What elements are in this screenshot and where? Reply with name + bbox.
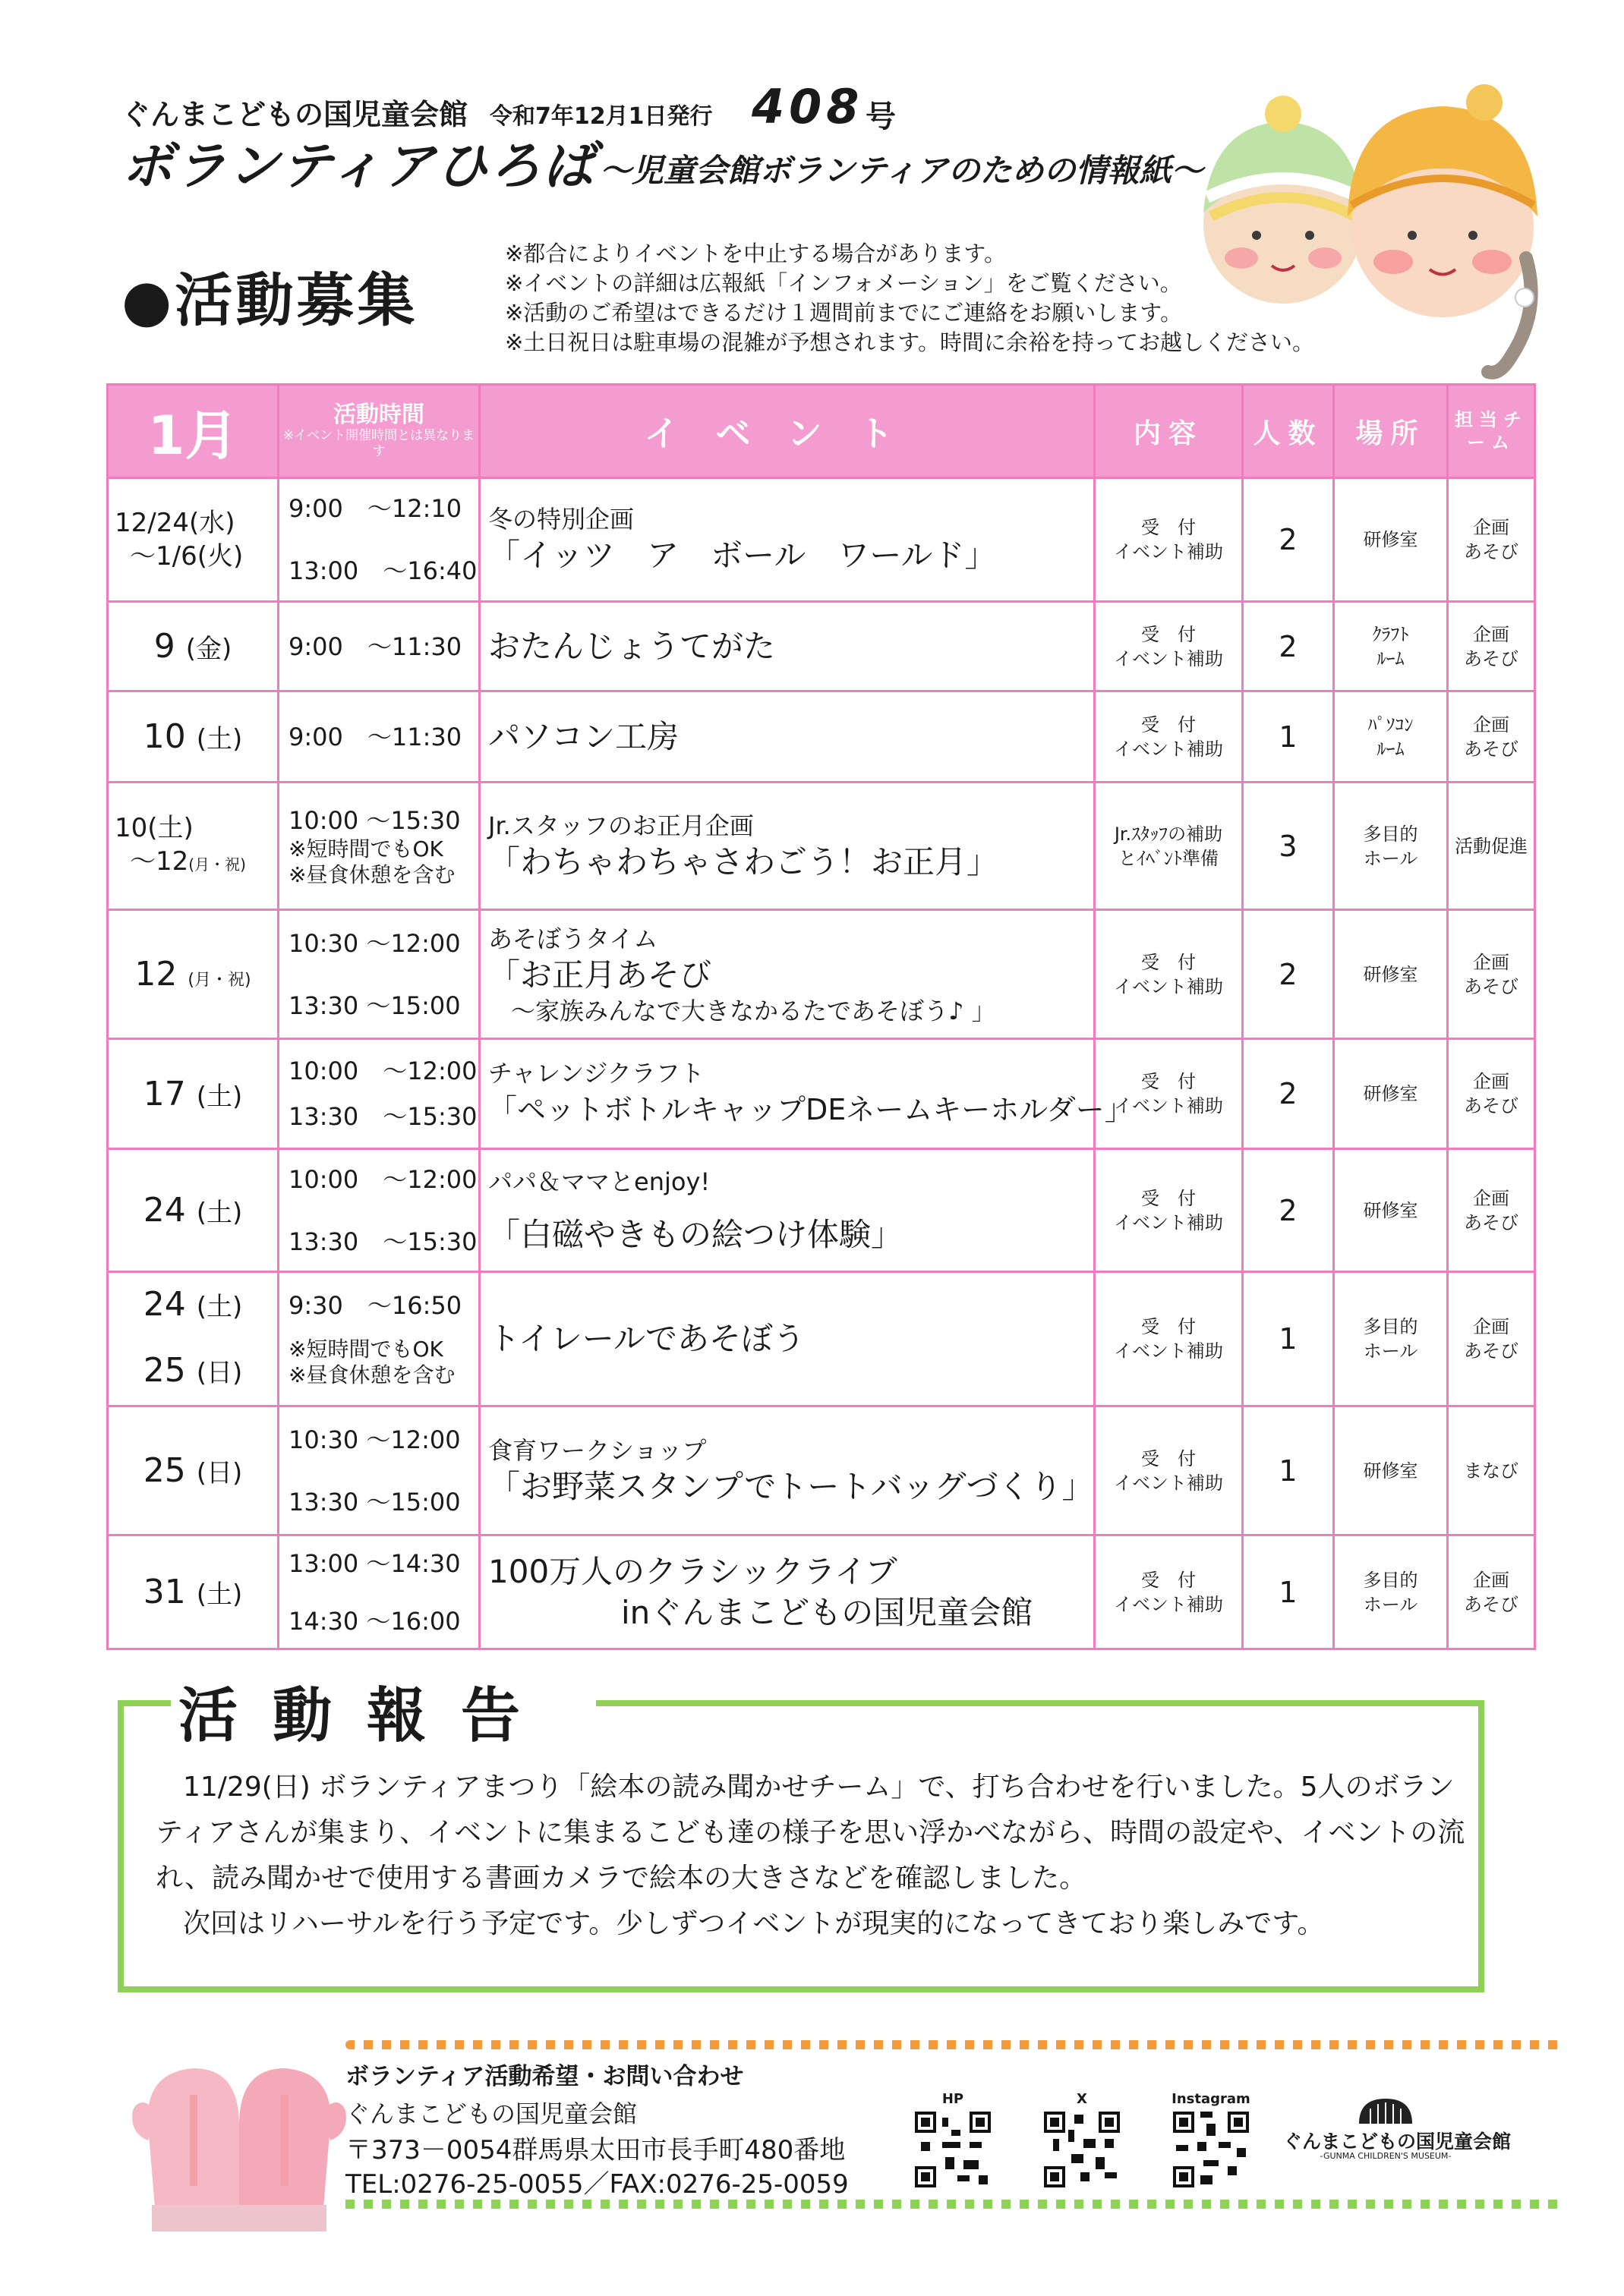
content-line: イベント補助 bbox=[1114, 1211, 1223, 1233]
content-line: 受 付 bbox=[1141, 1316, 1196, 1337]
team-line: 企画 bbox=[1473, 1187, 1509, 1209]
event-detail: ～家族みんなで大きなかるたであそぼう♪ 」 bbox=[511, 996, 996, 1025]
time-cell bbox=[279, 1039, 480, 1149]
content-line: とｲﾍﾞﾝﾄ準備 bbox=[1118, 847, 1219, 869]
content-line: 受 付 bbox=[1141, 623, 1196, 645]
time-note: ※短時間でもOK bbox=[289, 1337, 443, 1362]
place-line: 多目的 bbox=[1363, 1316, 1418, 1337]
team-cell bbox=[1448, 602, 1535, 691]
date-end: ～12 bbox=[130, 846, 189, 877]
date-cell bbox=[108, 478, 279, 602]
content-line: 受 付 bbox=[1141, 1071, 1196, 1092]
table-row bbox=[108, 691, 1535, 783]
place-cell bbox=[1334, 1535, 1448, 1649]
time-slot: 9:00 ～11:30 bbox=[289, 631, 462, 661]
event-title: トイレールであそぼう bbox=[488, 1320, 806, 1357]
footer-address: 〒373－0054群馬県太田市長手町480番地 bbox=[345, 2135, 846, 2165]
team-cell bbox=[1448, 910, 1535, 1039]
team-cell bbox=[1448, 478, 1535, 602]
place-line: 研修室 bbox=[1363, 963, 1418, 985]
time-slot: 13:00 ～16:40 bbox=[289, 556, 478, 585]
team-line: 企画 bbox=[1473, 951, 1509, 973]
header-content: 内容 bbox=[1095, 385, 1243, 478]
date-day: 31 bbox=[143, 1573, 186, 1611]
header-place: 場所 bbox=[1334, 385, 1448, 478]
count-cell: 2 bbox=[1243, 910, 1334, 1039]
time-slot: 10:30 ～12:00 bbox=[289, 928, 461, 958]
time-slot: 14:30 ～16:00 bbox=[289, 1606, 461, 1636]
content-line: イベント補助 bbox=[1114, 738, 1223, 760]
team-line: あそび bbox=[1464, 647, 1518, 669]
count-cell: 1 bbox=[1243, 691, 1334, 783]
place-line: 多目的 bbox=[1363, 823, 1418, 845]
event-title: 「お正月あそび bbox=[488, 956, 712, 994]
event-title: パソコン工房 bbox=[488, 717, 680, 755]
date-start: 12/24(水) bbox=[115, 508, 235, 538]
team-line: 活動促進 bbox=[1455, 835, 1528, 857]
time-cell bbox=[279, 1535, 480, 1649]
time-slot: 13:00 ～14:30 bbox=[289, 1548, 461, 1578]
date-weekday: (土) bbox=[196, 724, 243, 754]
paper-title: ボランティアひろば bbox=[121, 137, 596, 197]
place-cell bbox=[1334, 602, 1448, 691]
time-cell bbox=[279, 478, 480, 602]
content-line: イベント補助 bbox=[1114, 541, 1223, 562]
time-cell bbox=[279, 783, 480, 910]
table-row bbox=[108, 602, 1535, 691]
event-title: おたんじょうてがた bbox=[488, 627, 776, 665]
place-line: ﾙｰﾑ bbox=[1376, 647, 1405, 669]
date-cell bbox=[108, 1535, 279, 1649]
date-day: 24 bbox=[143, 1285, 186, 1324]
place-line: ホール bbox=[1363, 1593, 1418, 1615]
event-title: 「ペットボトルキャップDEネームキーホルダー」 bbox=[488, 1093, 1134, 1126]
team-line: 企画 bbox=[1473, 623, 1509, 645]
place-cell bbox=[1334, 1149, 1448, 1272]
content-cell bbox=[1095, 1149, 1243, 1272]
table-row bbox=[108, 478, 1535, 602]
x-qr-code-icon[interactable] bbox=[1044, 2112, 1120, 2187]
date-cell bbox=[108, 691, 279, 783]
team-line: あそび bbox=[1464, 1211, 1518, 1233]
team-line: 企画 bbox=[1473, 713, 1509, 735]
museum-logo-text: ぐんまこどもの国児童会館 bbox=[1283, 2131, 1512, 2153]
team-line: 企画 bbox=[1473, 1316, 1509, 1337]
date-day: 17 bbox=[143, 1074, 186, 1113]
colorful-dots-bottom bbox=[345, 2200, 1560, 2209]
header-count: 人数 bbox=[1243, 385, 1334, 478]
place-line: ｸﾗﾌﾄ bbox=[1372, 623, 1409, 645]
time-slot: 9:30 ～16:50 bbox=[289, 1291, 462, 1320]
date-weekday: (土) bbox=[196, 1292, 243, 1322]
hp-qr-code-icon[interactable] bbox=[915, 2112, 991, 2187]
place-cell bbox=[1334, 783, 1448, 910]
team-line: まなび bbox=[1464, 1460, 1518, 1482]
place-line: 研修室 bbox=[1363, 1199, 1418, 1221]
date-day: 12 bbox=[134, 955, 178, 994]
date-weekday: (月・祝) bbox=[188, 971, 251, 990]
team-cell bbox=[1448, 783, 1535, 910]
team-line: あそび bbox=[1464, 1340, 1518, 1362]
time-slot: 10:30 ～12:00 bbox=[289, 1425, 461, 1454]
event-title: 「わちゃわちゃさわごう！お正月」 bbox=[488, 842, 999, 880]
content-cell bbox=[1095, 602, 1243, 691]
event-cell bbox=[480, 478, 1095, 602]
event-cell bbox=[480, 1149, 1095, 1272]
date-cell bbox=[108, 1039, 279, 1149]
date-weekday: (土) bbox=[196, 1198, 243, 1228]
museum-dome-icon bbox=[1355, 2095, 1416, 2125]
event-cell bbox=[480, 910, 1095, 1039]
place-line: ホール bbox=[1363, 847, 1418, 869]
date-cell bbox=[108, 910, 279, 1039]
content-cell bbox=[1095, 1272, 1243, 1406]
event-category: 食育ワークショップ bbox=[488, 1435, 707, 1465]
team-cell bbox=[1448, 1272, 1535, 1406]
qr-label-instagram: Instagram bbox=[1171, 2091, 1250, 2107]
event-title: 「イッツ ア ボール ワールド」 bbox=[488, 537, 997, 574]
schedule-table bbox=[106, 383, 1536, 1650]
date-cell bbox=[108, 1149, 279, 1272]
time-slot: 13:30 ～15:30 bbox=[289, 1227, 478, 1256]
time-slot: 13:30 ～15:00 bbox=[289, 1487, 461, 1516]
team-cell bbox=[1448, 1535, 1535, 1649]
qr-label-hp: HP bbox=[941, 2091, 964, 2107]
instagram-qr-code-icon[interactable] bbox=[1173, 2112, 1249, 2187]
time-slot: 10:00 ～12:00 bbox=[289, 1057, 478, 1085]
team-line: あそび bbox=[1464, 738, 1518, 760]
content-line: イベント補助 bbox=[1114, 1593, 1223, 1615]
place-line: ﾊﾟｿｺﾝ bbox=[1367, 713, 1414, 735]
count-cell: 3 bbox=[1243, 783, 1334, 910]
museum-logo-en: -GUNMA CHILDREN'S MUSEUM- bbox=[1320, 2151, 1452, 2161]
time-cell bbox=[279, 1406, 480, 1535]
museum-logo bbox=[1283, 2095, 1512, 2178]
time-slot: 13:30 ～15:30 bbox=[289, 1102, 478, 1131]
note-line: ※イベントの詳細は広報紙「インフォメーション」をご覧ください。 bbox=[505, 270, 1182, 296]
event-category: あそぼうタイム bbox=[488, 924, 658, 953]
team-line: 企画 bbox=[1473, 517, 1509, 538]
footer-heading: ボランティア活動希望・お問い合わせ bbox=[345, 2063, 744, 2090]
table-row bbox=[108, 910, 1535, 1039]
content-line: Jr.ｽﾀｯﾌの補助 bbox=[1114, 823, 1223, 845]
table-row bbox=[108, 1039, 1535, 1149]
count-cell: 1 bbox=[1243, 1406, 1334, 1535]
team-line: あそび bbox=[1464, 1593, 1518, 1615]
date-weekday: (土) bbox=[196, 1579, 243, 1610]
event-category: 冬の特別企画 bbox=[488, 505, 635, 534]
content-line: イベント補助 bbox=[1114, 975, 1223, 997]
team-line: あそび bbox=[1464, 1095, 1518, 1117]
place-cell bbox=[1334, 910, 1448, 1039]
count-cell: 2 bbox=[1243, 602, 1334, 691]
date-cell bbox=[108, 1406, 279, 1535]
date-weekday: (金) bbox=[185, 634, 232, 664]
event-cell bbox=[480, 783, 1095, 910]
report-paragraph: 次回はリハーサルを行う予定です。少しずつイベントが現実的になってきており楽しみです。 bbox=[183, 1908, 1325, 1939]
place-cell bbox=[1334, 1039, 1448, 1149]
report-paragraph: 11/29(日) ボランティアまつり「絵本の読み聞かせチーム」で、打ち合わせを行いました。5人のボランティアさんが集まり、イベントに集まるこども達の様子を思い浮かべながら、時間の設定や、イベントの流れ、読み聞かせで使用する書画カメラで絵本の大きさなどを確認しました。 bbox=[156, 1772, 1465, 1894]
content-line: イベント補助 bbox=[1114, 1472, 1223, 1494]
content-cell bbox=[1095, 691, 1243, 783]
mittens-illustration bbox=[125, 2034, 353, 2247]
time-cell bbox=[279, 691, 480, 783]
time-cell bbox=[279, 1149, 480, 1272]
table-header-row bbox=[108, 385, 1535, 478]
date-end: ～1/6(火) bbox=[130, 541, 244, 572]
content-cell bbox=[1095, 478, 1243, 602]
place-line: 研修室 bbox=[1363, 529, 1418, 550]
event-cell bbox=[480, 602, 1095, 691]
time-cell bbox=[279, 1272, 480, 1406]
report-body bbox=[156, 1765, 1477, 1947]
count-cell: 2 bbox=[1243, 478, 1334, 602]
time-slot: 9:00 ～11:30 bbox=[289, 722, 462, 751]
date-weekday: (土) bbox=[196, 1081, 243, 1112]
date-day: 25 bbox=[143, 1451, 186, 1490]
event-cell bbox=[480, 1406, 1095, 1535]
team-line: あそび bbox=[1464, 975, 1518, 997]
table-row bbox=[108, 1406, 1535, 1535]
content-cell bbox=[1095, 1535, 1243, 1649]
colorful-dots-top bbox=[345, 2040, 1560, 2049]
content-line: 受 付 bbox=[1141, 1187, 1196, 1209]
event-title-line2: inぐんまこどもの国児童会館 bbox=[621, 1593, 1033, 1631]
table-row bbox=[108, 1535, 1535, 1649]
report-title: 活動報告 bbox=[178, 1682, 556, 1750]
date-start: 10(土) bbox=[115, 812, 194, 843]
organization-name: ぐんまこどもの国児童会館 bbox=[121, 98, 468, 131]
time-cell bbox=[279, 910, 480, 1039]
note-line: ※土日祝日は駐車場の混雑が予想されます。時間に余裕を持ってお越しください。 bbox=[505, 329, 1314, 355]
count-cell: 1 bbox=[1243, 1535, 1334, 1649]
place-cell bbox=[1334, 691, 1448, 783]
issue-number-suffix: 号 bbox=[866, 99, 896, 134]
content-line: 受 付 bbox=[1141, 1447, 1196, 1469]
content-line: イベント補助 bbox=[1114, 1340, 1223, 1362]
date-weekday: (日) bbox=[196, 1358, 243, 1388]
event-category: チャレンジクラフト bbox=[488, 1059, 705, 1088]
content-cell bbox=[1095, 1406, 1243, 1535]
content-line: 受 付 bbox=[1141, 517, 1196, 538]
header-time bbox=[279, 385, 480, 478]
event-cell bbox=[480, 1272, 1095, 1406]
date-end-weekday: (月・祝) bbox=[188, 855, 246, 874]
header-time-note: ※イベント開催時間とは異なります bbox=[282, 428, 475, 459]
time-slot: 9:00 ～12:10 bbox=[289, 494, 462, 523]
header-time-label: 活動時間 bbox=[333, 402, 424, 428]
place-line: ホール bbox=[1363, 1340, 1418, 1362]
place-line: 多目的 bbox=[1363, 1569, 1418, 1591]
event-title: 100万人のクラシックライブ bbox=[488, 1552, 897, 1590]
recruit-notes bbox=[505, 239, 1314, 357]
header-month: 1月 bbox=[108, 385, 279, 478]
place-line: 研修室 bbox=[1363, 1083, 1418, 1104]
content-cell bbox=[1095, 1039, 1243, 1149]
place-cell bbox=[1334, 478, 1448, 602]
note-line: ※活動のご希望はできるだけ１週間前までにご連絡をお願いします。 bbox=[505, 300, 1182, 326]
date-cell bbox=[108, 1272, 279, 1406]
header-event: イベント bbox=[480, 385, 1095, 478]
time-slot: 10:00 ～12:00 bbox=[289, 1164, 478, 1194]
issue-date: 令和7年12月1日発行 bbox=[490, 103, 713, 130]
content-line: 受 付 bbox=[1141, 713, 1196, 735]
content-line: イベント補助 bbox=[1114, 647, 1223, 669]
event-title: 「お野菜スタンプでトートバッグづくり」 bbox=[488, 1467, 1094, 1505]
count-cell: 2 bbox=[1243, 1149, 1334, 1272]
content-line: イベント補助 bbox=[1114, 1095, 1223, 1117]
date-weekday: (日) bbox=[196, 1458, 243, 1488]
qr-label-x: X bbox=[1077, 2091, 1087, 2107]
footer-tel: TEL:0276-25-0055／FAX:0276-25-0059 bbox=[345, 2169, 849, 2200]
date-day: 9 bbox=[153, 627, 175, 666]
content-line: 受 付 bbox=[1141, 1569, 1196, 1591]
team-line: 企画 bbox=[1473, 1071, 1509, 1092]
place-line: 研修室 bbox=[1363, 1460, 1418, 1482]
place-cell bbox=[1334, 1272, 1448, 1406]
table-row bbox=[108, 783, 1535, 910]
team-cell bbox=[1448, 1039, 1535, 1149]
recruit-heading: ●活動募集 bbox=[121, 266, 418, 334]
team-line: 企画 bbox=[1473, 1569, 1509, 1591]
event-cell bbox=[480, 1535, 1095, 1649]
date-day: 10 bbox=[143, 717, 186, 756]
header-team: 担当チーム bbox=[1448, 385, 1535, 478]
content-line: 受 付 bbox=[1141, 951, 1196, 973]
table-row bbox=[108, 1272, 1535, 1406]
note-line: ※都合によりイベントを中止する場合があります。 bbox=[505, 241, 1006, 266]
count-cell: 2 bbox=[1243, 1039, 1334, 1149]
event-cell bbox=[480, 1039, 1134, 1149]
table-row bbox=[108, 1149, 1535, 1272]
team-cell bbox=[1448, 1406, 1535, 1535]
count-cell: 1 bbox=[1243, 1272, 1334, 1406]
time-slot: 13:30 ～15:00 bbox=[289, 991, 461, 1020]
team-cell bbox=[1448, 1149, 1535, 1272]
date-cell bbox=[108, 602, 279, 691]
event-category: Jr.スタッフのお正月企画 bbox=[488, 811, 754, 840]
place-cell bbox=[1334, 1406, 1448, 1535]
date-cell bbox=[108, 783, 279, 910]
date-day: 25 bbox=[143, 1351, 186, 1390]
event-cell bbox=[480, 691, 1095, 783]
event-category: パパ＆ママとenjoy! bbox=[488, 1167, 711, 1196]
content-cell bbox=[1095, 910, 1243, 1039]
place-line: ﾙｰﾑ bbox=[1376, 738, 1405, 760]
paper-subtitle: ～児童会館ボランティアのための情報紙～ bbox=[600, 152, 1203, 189]
event-title: 「白磁やきもの絵つけ体験」 bbox=[488, 1215, 903, 1253]
time-slot: 10:00 ～15:30 bbox=[289, 805, 461, 835]
issue-number: 408 bbox=[752, 79, 864, 134]
date-day: 24 bbox=[143, 1191, 186, 1230]
time-note: ※昼食休憩を含む bbox=[289, 1362, 456, 1387]
team-cell bbox=[1448, 691, 1535, 783]
time-note: ※昼食休憩を含む bbox=[289, 861, 456, 887]
team-line: あそび bbox=[1464, 541, 1518, 562]
time-cell bbox=[279, 602, 480, 691]
time-note: ※短時間でもOK bbox=[289, 836, 443, 861]
footer-org: ぐんまこどもの国児童会館 bbox=[345, 2099, 638, 2128]
content-cell bbox=[1095, 783, 1243, 910]
